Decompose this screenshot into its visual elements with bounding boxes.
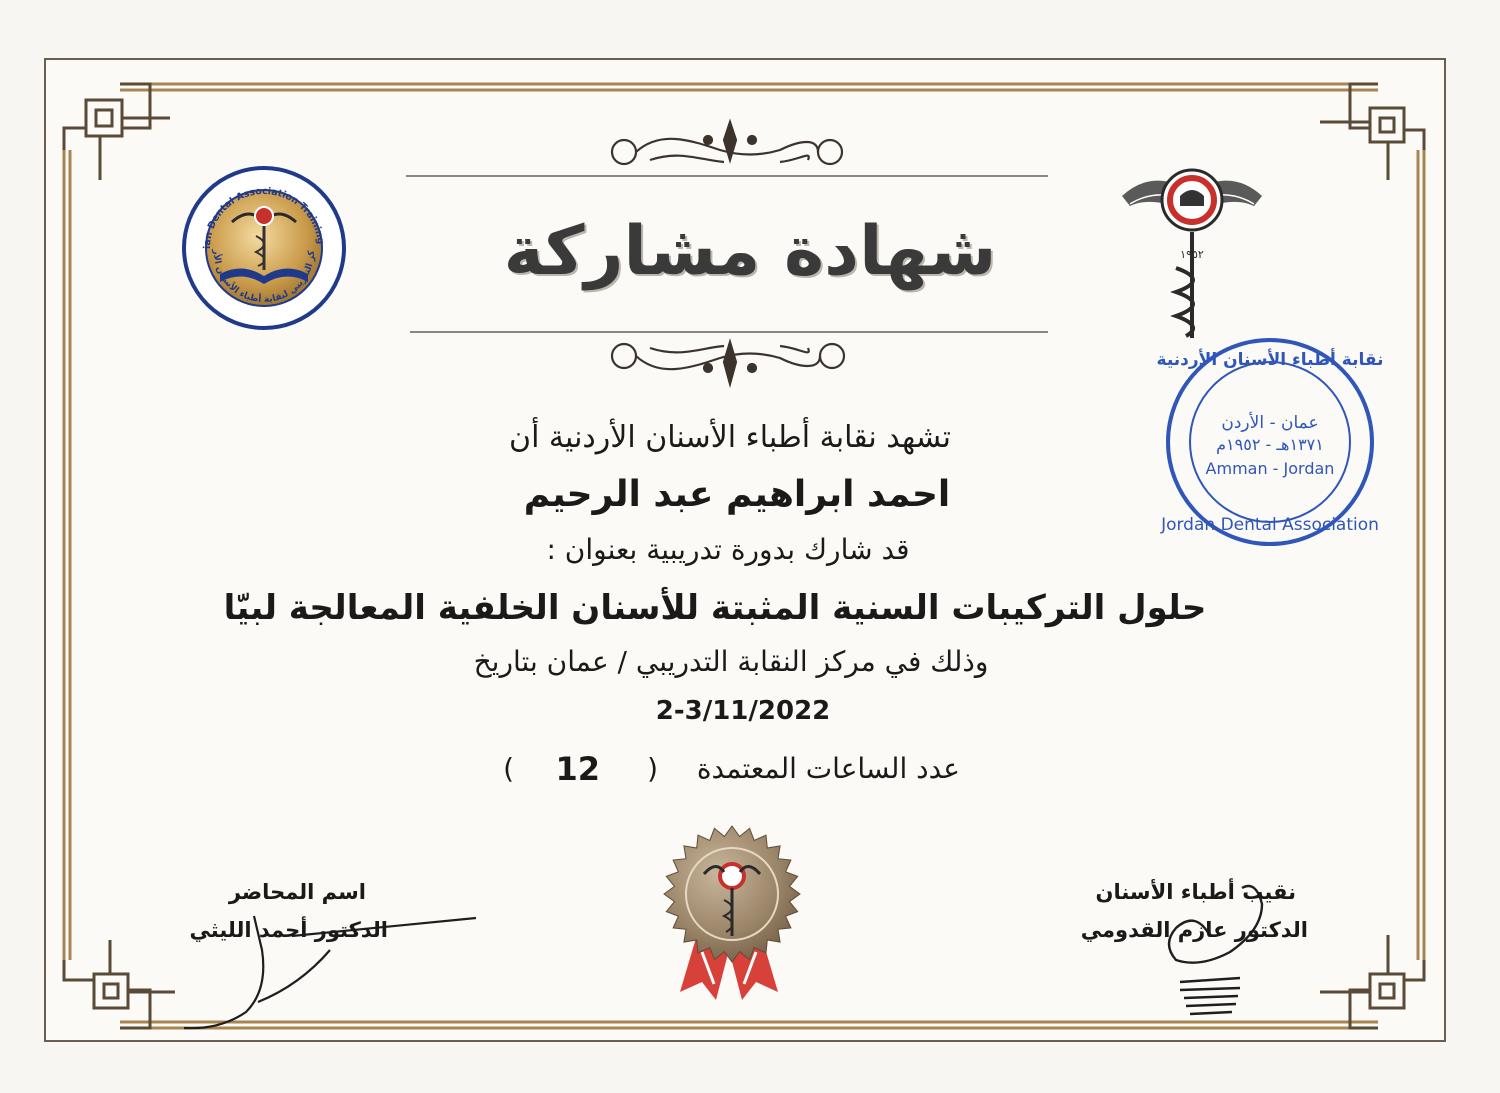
seal-badge: [664, 826, 800, 1000]
stamp-ring-ar: نقابة أطباء الأسنان الأردنية: [1156, 350, 1384, 370]
association-year: ١٩٥٢: [1180, 248, 1204, 261]
president-signature: [1169, 886, 1262, 1014]
hours-paren-close: ): [503, 752, 514, 785]
stamp-city-ar: عمان - الأردن: [1221, 413, 1319, 433]
stamp-year: ١٣٧١هـ - ١٩٥٢م: [1216, 435, 1324, 454]
corner-ornament-bottom-right: [1320, 935, 1424, 1028]
corner-ornament-top-left: [64, 84, 170, 180]
corner-ornament-bottom-left: [64, 940, 175, 1028]
training-logo-text-ar: كز التدريبي لنقابة أطباء الأسنان الأر: [210, 249, 318, 306]
stamp-city-en: Amman - Jordan: [1205, 459, 1335, 478]
intro-text: تشهد نقابة أطباء الأسنان الأردنية أن: [509, 420, 951, 455]
certificate-title: شهادة مشاركة: [503, 212, 997, 291]
participant-name: احمد ابراهيم عبد الرحيم: [523, 474, 951, 515]
hours-value: 12: [555, 750, 600, 788]
corner-ornament-top-right: [1320, 84, 1424, 180]
hours-row: [500, 752, 960, 792]
title-ornament-bottom: [410, 332, 1048, 384]
lecturer-title: اسم المحاضر: [228, 880, 366, 904]
president-name: الدكتور عازم القدومي: [1080, 918, 1308, 942]
title-ornament-top: [406, 122, 1048, 176]
hours-label: عدد الساعات المعتمدة: [696, 752, 960, 785]
participation-text: قد شارك بدورة تدريبية بعنوان :: [546, 533, 910, 566]
president-title: نقيب أطباء الأسنان: [1095, 880, 1296, 904]
hours-paren-open: (: [647, 752, 658, 785]
lecturer-name: الدكتور أحمد الليثي: [189, 918, 388, 942]
stamp-ring-en: Jordan Dental Association: [1161, 515, 1379, 535]
course-title: حلول التركيبات السنية المثبتة للأسنان الخلفية المعالجة لبيّا: [223, 588, 1207, 628]
location-text: وذلك في مركز النقابة التدريبي / عمان بتاريخ: [473, 645, 989, 678]
course-date: 2-3/11/2022: [655, 696, 831, 726]
training-logo-text-en: ian Dental Association Training: [201, 185, 326, 249]
